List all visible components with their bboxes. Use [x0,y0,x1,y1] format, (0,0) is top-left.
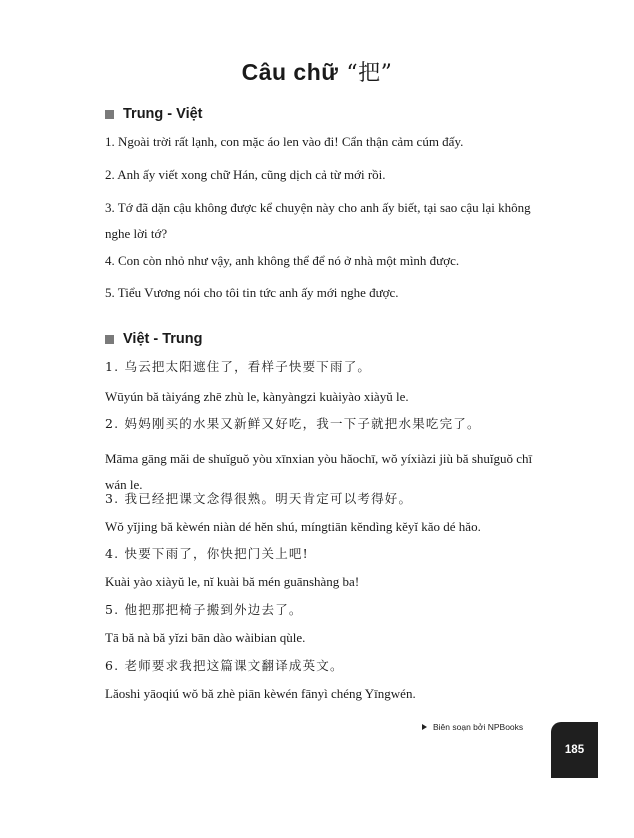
section-heading-label: Trung - Việt [123,106,203,122]
footer-credit [422,722,523,732]
pinyin-line: Māma gāng măi de shuĭguŏ yòu xīnxian yòu hăochī, wŏ yíxiàzi jiù bă shuĭguŏ chī wán le. [105,451,533,492]
chinese-sentence: 4. 快要下雨了，你快把门关上吧! [105,546,309,561]
exercise-item: 3. Tớ đã dặn cậu không được kể chuyện này cho anh ấy biết, tại sao cậu lại không nghe lời tớ? [105,200,531,241]
exercise-item: 2. Anh ấy viết xong chữ Hán, cũng dịch cả từ mới rồi. [105,167,386,182]
section-heading-trung-viet [105,106,203,122]
page-number-tab [551,722,598,778]
square-bullet-icon [105,110,114,119]
pinyin-line: Kuài yào xiàyŭ le, nĭ kuài bă mén guānshàng ba! [105,574,360,589]
triangle-bullet-icon [422,724,427,730]
section-heading-label: Việt - Trung [123,331,203,347]
page-number: 185 [564,744,585,756]
footer-credit-text: Biên soạn bởi NPBooks [433,722,524,732]
exercise-item: 5. Tiểu Vương nói cho tôi tin tức anh ấy mới nghe được. [105,285,399,300]
title-character: “把” [346,61,393,86]
pinyin-line: Tā bă nà bă yĭzi bān dào wàibian qùle. [105,630,306,645]
exercise-item: 4. Con còn nhỏ như vậy, anh không thể để nó ở nhà một mình được. [105,253,460,268]
pinyin-line: Wŏ yĭjing bă kèwén niàn dé hĕn shú, míngtiān kĕndìng kĕyĭ kăo dé hăo. [105,519,481,534]
exercise-item: 1. Ngoài trời rất lạnh, con mặc áo len vào đi! Cẩn thận cảm cúm đấy. [105,134,464,149]
chinese-sentence: 6. 老师要求我把这篇课文翻译成英文。 [105,658,344,673]
pinyin-line: Lăoshi yāoqiú wŏ bă zhè piān kèwén fānyì chéng Yīngwén. [105,686,416,701]
chinese-sentence: 5. 他把那把椅子搬到外边去了。 [105,602,303,617]
section-heading-viet-trung [105,331,203,347]
chinese-sentence: 2. 妈妈刚买的水果又新鲜又好吃，我一下子就把水果吃完了。 [105,416,481,431]
chinese-sentence: 1. 乌云把太阳遮住了，看样子快要下雨了。 [105,359,372,374]
chinese-sentence: 3. 我已经把课文念得很熟。明天肯定可以考得好。 [105,491,413,506]
square-bullet-icon [105,335,114,344]
page-title [0,56,634,87]
title-text: Câu chữ [241,59,339,85]
pinyin-line: Wūyún bă tàiyáng zhē zhù le, kànyàngzi kuàiyào xiàyŭ le. [105,389,409,404]
